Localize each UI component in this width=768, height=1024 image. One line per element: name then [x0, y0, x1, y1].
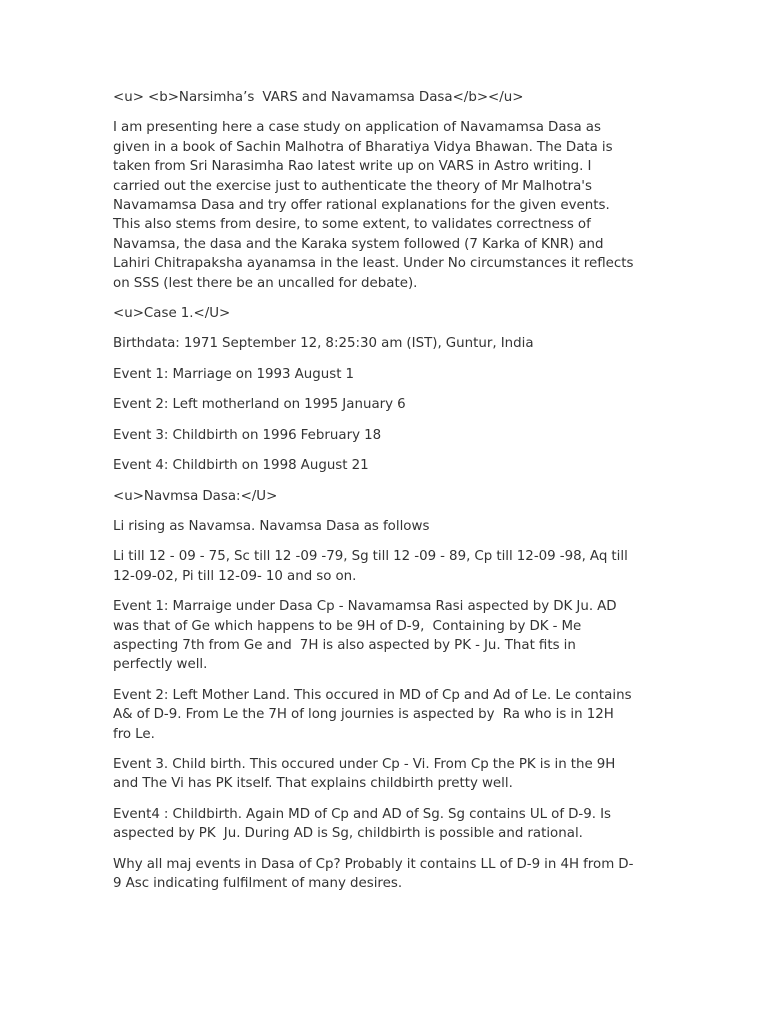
text-line: Event 2: Left Mother Land. This occured in MD of Cp and Ad of Le. Le contains: [113, 687, 632, 703]
text-line: aspecting 7th from Ge and 7H is also aspected by PK - Ju. That fits in: [113, 637, 576, 653]
text-line: aspected by PK Ju. During AD is Sg, childbirth is possible and rational.: [113, 826, 583, 842]
text-line: <u>Navmsa Dasa:</U>: [113, 488, 278, 504]
text-line: Event 3: Childbirth on 1996 February 18: [113, 427, 382, 443]
text-line: fro Le.: [113, 726, 155, 742]
text-line: I am presenting here a case study on application of Navamamsa Dasa as: [113, 120, 601, 136]
text-line: A& of D-9. From Le the 7H of long journies is aspected by Ra who is in 12H: [113, 707, 614, 723]
document-title: [113, 88, 661, 107]
text-line: Event 3. Child birth. This occured under Cp - Vi. From Cp the PK is in the 9H: [113, 756, 616, 772]
paragraph: [113, 686, 661, 744]
document-page: [113, 88, 661, 904]
text-line: Lahiri Chitrapaksha ayanamsa in the least. Under No circumstances it reflects: [113, 256, 634, 272]
text-line: Why all maj events in Dasa of Cp? Probably it contains LL of D-9 in 4H from D-: [113, 856, 634, 872]
paragraph: [113, 118, 661, 293]
paragraph: [113, 597, 661, 675]
text-line: taken from Sri Narasimha Rao latest write up on VARS in Astro writing. I: [113, 159, 592, 175]
paragraph: [113, 365, 661, 384]
text-line: Navamamsa Dasa and try offer rational explanations for the given events.: [113, 198, 610, 214]
text-line: Birthdata: 1971 September 12, 8:25:30 am (IST), Guntur, India: [113, 336, 534, 352]
paragraph: [113, 755, 661, 794]
text-line: Li till 12 - 09 - 75, Sc till 12 -09 -79, Sg till 12 -09 - 89, Cp till 12-09 -98, Aq till: [113, 549, 628, 565]
paragraph: [113, 547, 661, 586]
text-line: 9 Asc indicating fulfilment of many desires.: [113, 876, 403, 891]
text-line: was that of Ge which happens to be 9H of D-9, Containing by DK - Me: [113, 618, 582, 634]
text-line: Event 1: Marriage on 1993 August 1: [113, 366, 355, 382]
text-line: 12-09-02, Pi till 12-09- 10 and so on.: [113, 568, 357, 584]
text-line: given in a book of Sachin Malhotra of Bharatiya Vidya Bhawan. The Data is: [113, 139, 613, 155]
paragraph: [113, 517, 661, 536]
paragraph: [113, 426, 661, 445]
text-line: Event 4: Childbirth on 1998 August 21: [113, 458, 369, 474]
text-line: Event 1: Marraige under Dasa Cp - Navamamsa Rasi aspected by DK Ju. AD: [113, 599, 617, 615]
text-line: on SSS (lest there be an uncalled for debate).: [113, 275, 418, 291]
paragraph: [113, 304, 661, 323]
paragraph: [113, 395, 661, 414]
paragraph: [113, 487, 661, 506]
text-line: and The Vi has PK itself. That explains childbirth pretty well.: [113, 776, 513, 792]
text-line: perfectly well.: [113, 657, 208, 673]
text-line: carried out the exercise just to authenticate the theory of Mr Malhotra's: [113, 178, 592, 194]
paragraph: [113, 334, 661, 353]
text-line: Event4 : Childbirth. Again MD of Cp and AD of Sg. Sg contains UL of D-9. Is: [113, 806, 612, 822]
paragraph: [113, 805, 661, 844]
paragraph: [113, 456, 661, 475]
text-line: <u> <b>Narsimha’s VARS and Navamamsa Dasa</b></u>: [113, 90, 524, 105]
paragraph: [113, 855, 661, 894]
text-line: Event 2: Left motherland on 1995 January 6: [113, 397, 406, 413]
text-line: <u>Case 1.</U>: [113, 306, 231, 322]
text-line: Navamsa, the dasa and the Karaka system followed (7 Karka of KNR) and: [113, 236, 604, 252]
text-line: This also stems from desire, to some extent, to validates correctness of: [113, 217, 591, 233]
text-line: Li rising as Navamsa. Navamsa Dasa as follows: [113, 518, 430, 534]
